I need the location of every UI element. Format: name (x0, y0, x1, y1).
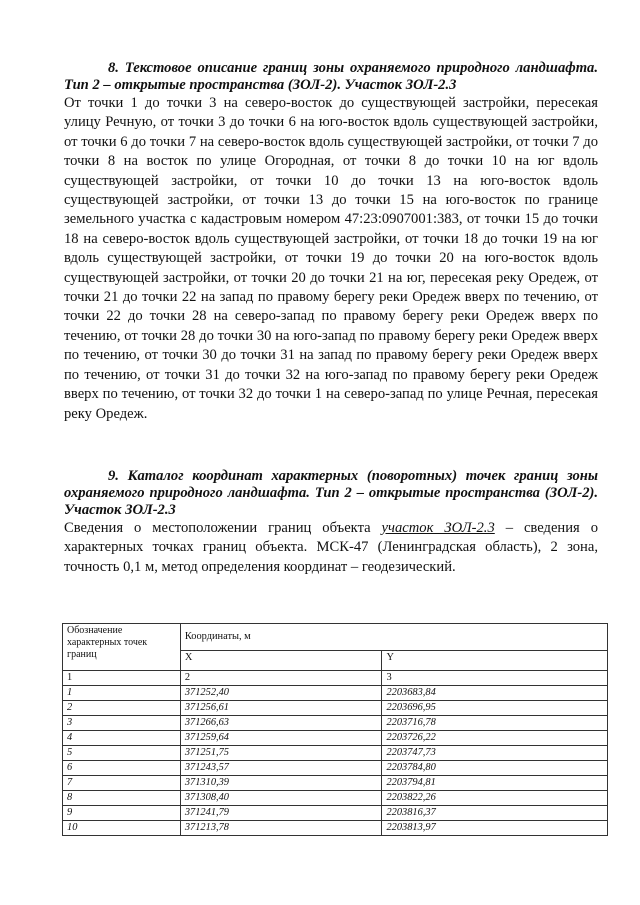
coord-y: 2203726,22 (382, 731, 608, 746)
coord-y: 2203747,73 (382, 746, 608, 761)
point-number: 6 (63, 761, 181, 776)
coord-x: 371256,61 (180, 701, 382, 716)
point-number: 1 (63, 686, 181, 701)
table-row (63, 731, 608, 746)
table-header-row (63, 624, 608, 651)
table-row (63, 746, 608, 761)
colnum-1: 1 (63, 671, 181, 686)
point-number: 10 (63, 821, 181, 836)
point-number: 5 (63, 746, 181, 761)
coord-x: 371243,57 (180, 761, 382, 776)
coord-x: 371251,75 (180, 746, 382, 761)
table-row (63, 686, 608, 701)
coord-x: 371259,64 (180, 731, 382, 746)
header-x: X (180, 651, 382, 671)
table-row (63, 791, 608, 806)
table-row (63, 761, 608, 776)
point-number: 8 (63, 791, 181, 806)
header-points: Обозначение характерных точек границ (63, 624, 181, 671)
section-9 (64, 468, 598, 577)
table-row (63, 776, 608, 791)
section-9-text (64, 519, 598, 577)
point-number: 3 (63, 716, 181, 731)
coord-y: 2203794,81 (382, 776, 608, 791)
header-coords: Координаты, м (180, 624, 607, 651)
table-colnum-row (63, 671, 608, 686)
coord-y: 2203822,26 (382, 791, 608, 806)
table-row (63, 701, 608, 716)
point-number: 9 (63, 806, 181, 821)
document-page (64, 60, 598, 577)
coord-x: 371252,40 (180, 686, 382, 701)
coord-x: 371213,78 (180, 821, 382, 836)
coord-x: 371266,63 (180, 716, 382, 731)
table-row (63, 716, 608, 731)
section-8-heading: 8. Текстовое описание границ зоны охраняемого природного ландшафта. Тип 2 – открытые пространства (ЗОЛ-2). Участок ЗОЛ-2.3 (64, 60, 598, 93)
table-row (63, 821, 608, 836)
header-y: Y (382, 651, 608, 671)
coord-y: 2203813,97 (382, 821, 608, 836)
coord-y: 2203696,95 (382, 701, 608, 716)
point-number: 7 (63, 776, 181, 791)
coord-x: 371310,39 (180, 776, 382, 791)
colnum-3: 3 (382, 671, 608, 686)
coord-y: 2203716,78 (382, 716, 608, 731)
object-name: участок ЗОЛ-2.3 (381, 519, 495, 536)
coord-y: 2203784,80 (382, 761, 608, 776)
point-number: 4 (63, 731, 181, 746)
point-number: 2 (63, 701, 181, 716)
section-8-text: От точки 1 до точки 3 на северо-восток до существующей застройки, пересекая улицу Речную, от точки 3 до точки 6 на юго-восток вдоль существующей застройки, от точки 6 до точки 7 на северо-восток вдоль существующей застройки, от точки 7 до точки 8 на восток по улице Огородная, от точки 8 до точки 10 на юг вдоль существующей застройки, от точки 10 до точки 13 на юго-восток вдоль существующей застройки, от точки 13 до точки 15 на юго-восток по границе земельного участка с кадастровым номером 47:23:0907001:383, от точки 15 до точки 18 на северо-восток вдоль существующей застройки, от точки 18 до точки 19 на юг вдоль существующей застройки, от точки 19 до точки 20 на юго-восток вдоль существующей застройки, от точки 20 до точки 21 на юг, пересекая реку Оредеж, от точки 21 до точки 22 на запад по правому берегу реки Оредеж вверх по течению, от точки 22 до точки 28 на северо-запад по правому берегу реки Оредеж вверх по течению, от точки 28 до точки 30 на юго-запад по правому берегу реки Оредеж вверх по течению, от точки 30 до точки 31 на запад по правому берегу реки Оредеж вверх по течению, от точки 31 до точки 32 на юго-запад по правому берегу реки Оредеж вверх по течению, от точки 32 до точки 1 на северо-запад по улице Речная, пересекая реку Оредеж. (64, 95, 598, 422)
coordinates-table (62, 623, 608, 836)
coord-y: 2203683,84 (382, 686, 608, 701)
section-9-text-after: – сведения о характерных точках границ объекта. МСК-47 (Ленинградская область), 2 зона, точность 0,1 м, метод определения координат – геодезический. (64, 519, 598, 575)
table-row (63, 806, 608, 821)
coord-y: 2203816,37 (382, 806, 608, 821)
section-9-heading: 9. Каталог координат характерных (поворотных) точек границ зоны охраняемого природного ландшафта. Тип 2 – открытые пространства (ЗОЛ-2). Участок ЗОЛ-2.3 (64, 467, 598, 518)
coord-x: 371308,40 (180, 791, 382, 806)
colnum-2: 2 (180, 671, 382, 686)
section-9-text-before: Сведения о местоположении границ объекта (64, 519, 382, 536)
coord-x: 371241,79 (180, 806, 382, 821)
